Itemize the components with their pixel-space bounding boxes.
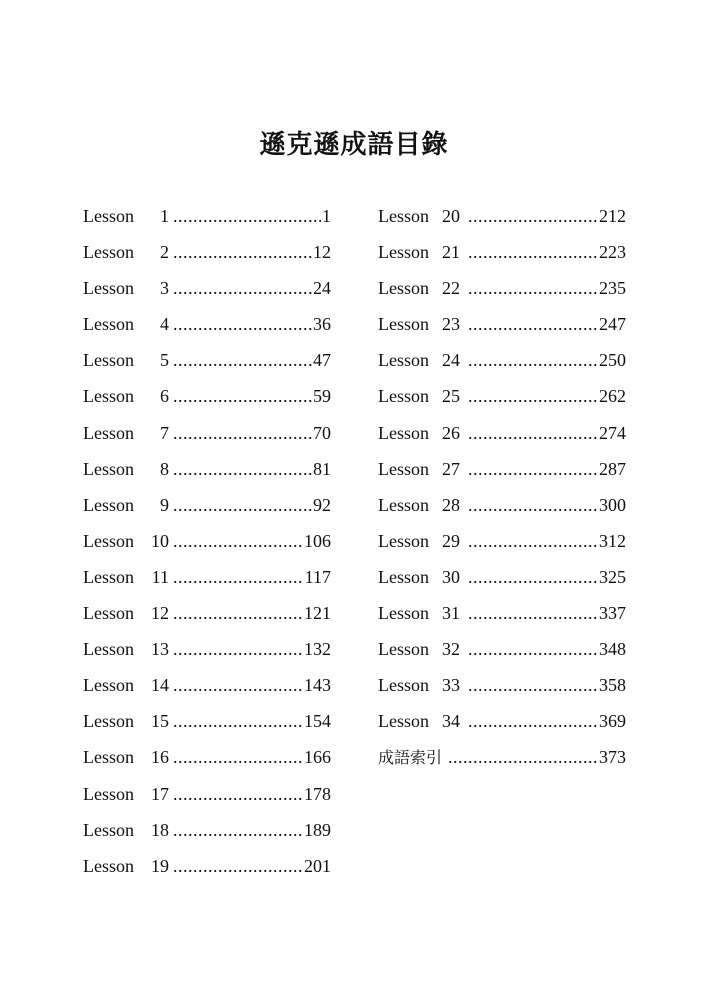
lesson-number: 33 <box>442 675 460 696</box>
toc-entry[interactable] <box>83 707 331 743</box>
lesson-label: Lesson <box>83 386 134 407</box>
lesson-label: Lesson <box>83 494 134 515</box>
lesson-label: Lesson <box>378 386 429 407</box>
leader-dots <box>173 852 303 880</box>
toc-entry[interactable] <box>378 527 626 563</box>
lesson-number: 5 <box>160 350 169 371</box>
page-number: 250 <box>599 350 626 371</box>
lesson-label: Lesson <box>378 639 429 660</box>
leader-dots <box>173 707 303 735</box>
toc-entry[interactable] <box>83 274 331 310</box>
lesson-number: 24 <box>442 350 460 371</box>
toc-entry[interactable] <box>378 202 626 238</box>
lesson-number: 28 <box>442 494 460 515</box>
lesson-number: 23 <box>442 314 460 335</box>
toc-entry[interactable] <box>83 419 331 455</box>
toc-entry[interactable] <box>378 491 626 527</box>
page-number: 166 <box>304 747 331 768</box>
page-number: 121 <box>304 603 331 624</box>
leader-dots <box>468 202 598 230</box>
lesson-label: Lesson <box>83 783 134 804</box>
lesson-number: 11 <box>151 566 169 587</box>
toc-left-column <box>83 202 331 888</box>
lesson-label: Lesson <box>83 711 134 732</box>
page-number: 143 <box>304 675 331 696</box>
page-number: 201 <box>304 855 331 876</box>
lesson-number: 17 <box>151 783 169 804</box>
leader-dots <box>468 419 598 447</box>
leader-dots <box>173 599 303 627</box>
lesson-label: Lesson <box>378 206 429 226</box>
lesson-number: 29 <box>442 530 460 551</box>
toc-entry[interactable] <box>378 563 626 599</box>
leader-dots <box>173 816 303 844</box>
lesson-number: 31 <box>442 603 460 624</box>
page-number: 59 <box>313 386 331 407</box>
leader-dots <box>468 491 598 519</box>
lesson-label: Lesson <box>378 566 429 587</box>
lesson-label: Lesson <box>83 314 134 335</box>
leader-dots <box>468 671 598 699</box>
page-number: 132 <box>304 639 331 660</box>
leader-dots <box>173 274 312 302</box>
toc-entry[interactable] <box>83 671 331 707</box>
leader-dots <box>468 455 598 483</box>
lesson-label: Lesson <box>83 603 134 624</box>
lesson-label: Lesson <box>83 206 134 226</box>
leader-dots <box>173 743 303 771</box>
leader-dots <box>468 707 598 735</box>
leader-dots <box>173 635 303 663</box>
page-number: 178 <box>304 783 331 804</box>
lesson-number: 22 <box>442 278 460 299</box>
page-number: 235 <box>599 278 626 299</box>
lesson-number: 13 <box>151 639 169 660</box>
lesson-number: 34 <box>442 711 460 732</box>
leader-dots <box>173 780 303 808</box>
toc-entry[interactable] <box>83 780 331 816</box>
page-number: 1 <box>322 206 331 226</box>
lesson-label: Lesson <box>83 350 134 371</box>
leader-dots <box>173 527 303 555</box>
page-number: 287 <box>599 458 626 479</box>
toc-entry[interactable] <box>83 455 331 491</box>
lesson-number: 2 <box>160 242 169 263</box>
page-number: 373 <box>599 747 626 768</box>
lesson-number: 6 <box>160 386 169 407</box>
lesson-label: Lesson <box>83 675 134 696</box>
toc-entry[interactable] <box>378 419 626 455</box>
lesson-label: Lesson <box>83 278 134 299</box>
toc-entry[interactable] <box>83 202 331 238</box>
page-number: 70 <box>313 422 331 443</box>
leader-dots <box>468 238 598 266</box>
page-number: 358 <box>599 675 626 696</box>
page-number: 262 <box>599 386 626 407</box>
leader-dots <box>173 419 312 447</box>
toc-entry[interactable] <box>378 671 626 707</box>
page-number: 337 <box>599 603 626 624</box>
lesson-label: Lesson <box>378 242 429 263</box>
lesson-number: 18 <box>151 819 169 840</box>
toc-right-column <box>378 202 626 780</box>
page-number: 36 <box>313 314 331 335</box>
lesson-label: Lesson <box>83 242 134 263</box>
page-title: 遜克遜成語目錄 <box>259 130 449 160</box>
lesson-label: Lesson <box>83 530 134 551</box>
page-number: 348 <box>599 639 626 660</box>
leader-dots <box>173 238 312 266</box>
page-number: 189 <box>304 819 331 840</box>
page-number: 47 <box>313 350 331 371</box>
page-number: 106 <box>304 530 331 551</box>
toc-entry[interactable] <box>378 635 626 671</box>
lesson-label: Lesson <box>378 675 429 696</box>
page-number: 312 <box>599 530 626 551</box>
page-number: 223 <box>599 242 626 263</box>
toc-entry[interactable] <box>83 635 331 671</box>
lesson-number: 30 <box>442 566 460 587</box>
lesson-number: 3 <box>160 278 169 299</box>
lesson-number: 16 <box>151 747 169 768</box>
leader-dots <box>173 671 303 699</box>
toc-entry[interactable] <box>83 743 331 779</box>
toc-entry[interactable] <box>83 816 331 852</box>
lesson-label: Lesson <box>378 458 429 479</box>
lesson-label: Lesson <box>378 530 429 551</box>
lesson-label: Lesson <box>378 711 429 732</box>
leader-dots <box>448 743 598 771</box>
page-number: 274 <box>599 422 626 443</box>
leader-dots <box>173 202 321 230</box>
leader-dots <box>468 346 598 374</box>
lesson-number: 27 <box>442 458 460 479</box>
leader-dots <box>173 382 312 410</box>
lesson-number: 4 <box>160 314 169 335</box>
lesson-label: Lesson <box>83 422 134 443</box>
lesson-label: Lesson <box>378 278 429 299</box>
leader-dots <box>173 563 304 591</box>
lesson-number: 26 <box>442 422 460 443</box>
leader-dots <box>173 491 312 519</box>
lesson-number: 21 <box>442 242 460 263</box>
page-number: 247 <box>599 314 626 335</box>
lesson-number: 8 <box>160 458 169 479</box>
lesson-label: Lesson <box>83 566 134 587</box>
page-number: 325 <box>599 566 626 587</box>
lesson-label: Lesson <box>83 819 134 840</box>
toc-entry[interactable] <box>378 455 626 491</box>
toc-entry[interactable] <box>83 852 331 888</box>
toc-entry[interactable] <box>83 527 331 563</box>
lesson-number: 25 <box>442 386 460 407</box>
page-number: 154 <box>304 711 331 732</box>
index-label: 成語索引 <box>378 748 443 768</box>
lesson-label: Lesson <box>83 639 134 660</box>
page-number: 369 <box>599 711 626 732</box>
toc-entry[interactable] <box>83 238 331 274</box>
toc-entry[interactable] <box>378 707 626 743</box>
lesson-label: Lesson <box>378 350 429 371</box>
lesson-number: 9 <box>160 494 169 515</box>
lesson-label: Lesson <box>83 855 134 876</box>
lesson-label: Lesson <box>83 747 134 768</box>
toc-entry[interactable] <box>83 491 331 527</box>
lesson-number: 1 <box>160 206 169 226</box>
leader-dots <box>468 382 598 410</box>
page-number: 24 <box>313 278 331 299</box>
toc-entry[interactable] <box>378 238 626 274</box>
toc-entry[interactable] <box>83 382 331 418</box>
toc-entry[interactable] <box>378 382 626 418</box>
lesson-label: Lesson <box>378 314 429 335</box>
leader-dots <box>173 346 312 374</box>
toc-entry[interactable] <box>378 274 626 310</box>
page-number: 12 <box>313 242 331 263</box>
lesson-number: 20 <box>442 206 460 226</box>
lesson-number: 12 <box>151 603 169 624</box>
leader-dots <box>173 455 312 483</box>
lesson-number: 19 <box>151 855 169 876</box>
page-number: 81 <box>313 458 331 479</box>
leader-dots <box>468 599 598 627</box>
lesson-label: Lesson <box>378 422 429 443</box>
lesson-label: Lesson <box>378 494 429 515</box>
leader-dots <box>468 310 598 338</box>
lesson-number: 14 <box>151 675 169 696</box>
page-number: 92 <box>313 494 331 515</box>
page-number: 117 <box>304 566 331 587</box>
toc-entry-index[interactable] <box>378 743 626 779</box>
leader-dots <box>173 310 312 338</box>
lesson-number: 15 <box>151 711 169 732</box>
toc-entry[interactable] <box>83 563 331 599</box>
toc-entry[interactable] <box>378 310 626 346</box>
lesson-label: Lesson <box>83 458 134 479</box>
page-number: 300 <box>599 494 626 515</box>
toc-entry[interactable] <box>83 310 331 346</box>
leader-dots <box>468 635 598 663</box>
page-number: 212 <box>599 206 626 226</box>
lesson-number: 32 <box>442 639 460 660</box>
lesson-label: Lesson <box>378 603 429 624</box>
leader-dots <box>468 563 598 591</box>
toc-entry[interactable] <box>378 599 626 635</box>
toc-entry[interactable] <box>83 599 331 635</box>
leader-dots <box>468 274 598 302</box>
leader-dots <box>468 527 598 555</box>
toc-entry[interactable] <box>83 346 331 382</box>
lesson-number: 7 <box>160 422 169 443</box>
lesson-number: 10 <box>151 530 169 551</box>
toc-entry[interactable] <box>378 346 626 382</box>
